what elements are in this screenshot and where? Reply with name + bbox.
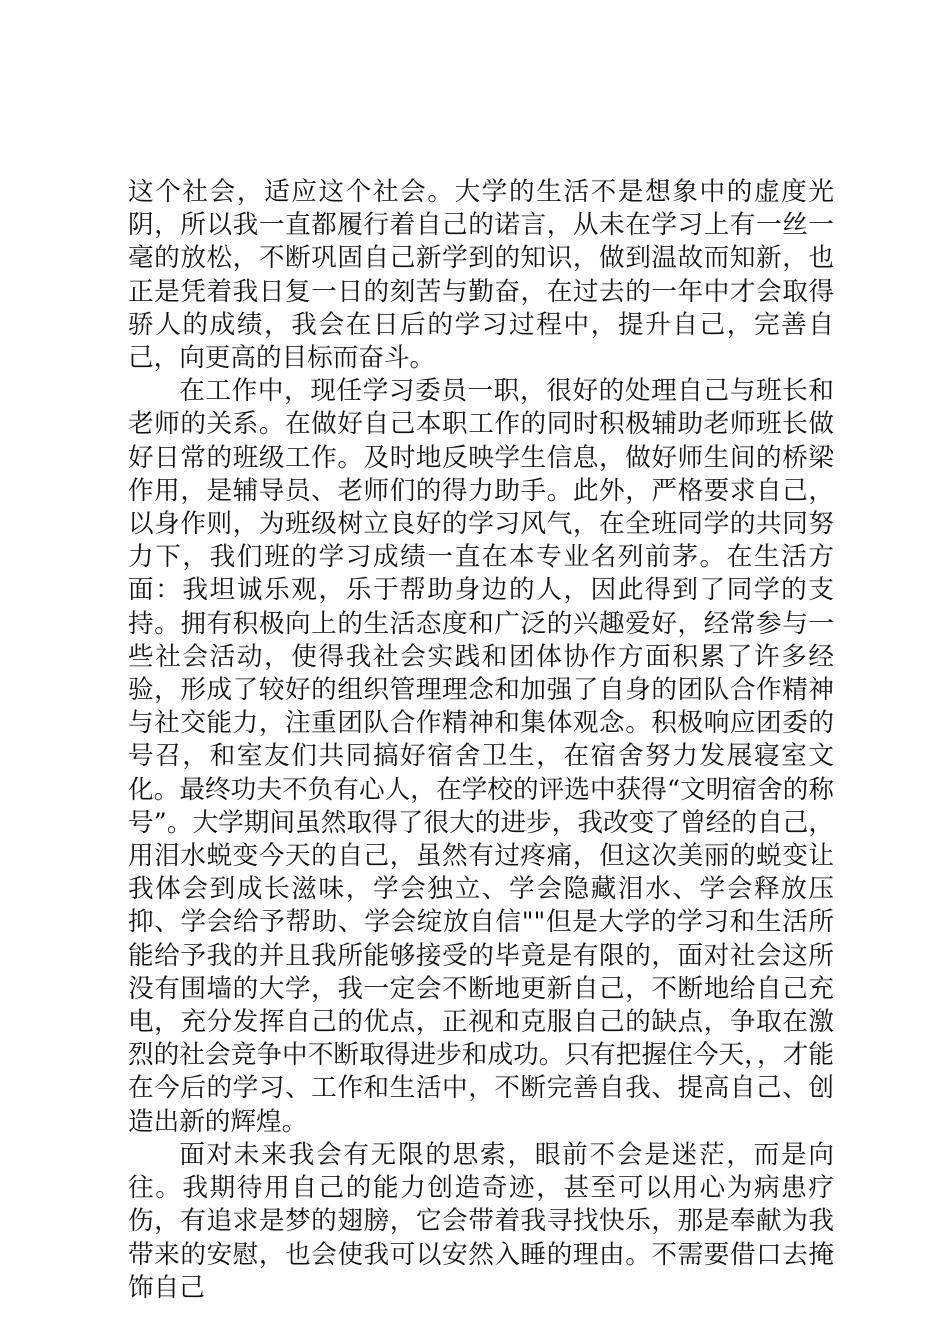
paragraph-1: 这个社会，适应这个社会。大学的生活不是想象中的虚度光阴，所以我一直都履行着自己的诺言，从未在学习上有一丝一毫的放松，不断巩固自己新学到的知识，做到温故而知新，也正是凭着我日复一日的刻苦与勤奋，在过去的一年中才会取得骄人的成绩，我会在日后的学习过程中，提升自己，完善自己，向更高的目标而奋斗。 [128, 177, 834, 374]
paragraph-3: 面对未来我会有无限的思索，眼前不会是迷茫，而是向往。我期待用自己的能力创造奇迹，甚至可以用心为病患疗伤，有追求是梦的翅膀，它会带着我寻找快乐，那是奉献为我带来的安慰，也会使我可以安然入睡的理由。不需要借口去掩饰自己 [128, 1139, 834, 1303]
document-page [128, 176, 834, 1305]
paragraph-2: 在工作中，现任学习委员一职，很好的处理自己与班长和老师的关系。在做好自己本职工作的同时积极辅助老师班长做好日常的班级工作。及时地反映学生信息，做好师生间的桥梁作用，是辅导员、老师们的得力助手。此外，严格要求自己，以身作则，为班级树立良好的学习风气，在全班同学的共同努力下，我们班的学习成绩一直在本专业名列前茅。在生活方面：我坦诚乐观，乐于帮助身边的人，因此得到了同学的支持。拥有积极向上的生活态度和广泛的兴趣爱好，经常参与一些社会活动，使得我社会实践和团体协作方面积累了许多经验，形成了较好的组织管理理念和加强了自身的团队合作精神与社交能力，注重团队合作精神和集体观念。积极响应团委的号召，和室友们共同搞好宿舍卫生，在宿舍努力发展寝室文化。最终功夫不负有心人，在学校的评选中获得“文明宿舍的称号”。大学期间虽然取得了很大的进步，我改变了曾经的自己，用泪水蜕变今天的自己，虽然有过疼痛，但这次美丽的蜕变让我体会到成长滋味，学会独立、学会隐藏泪水、学会释放压抑、学会给予帮助、学会绽放自信""但是大学的学习和生活所能给予我的并且我所能够接受的毕竟是有限的，面对社会这所没有围墙的大学，我一定会不断地更新自己，不断地给自己充电，充分发挥自己的优点，正视和克服自己的缺点，争取在激烈的社会竞争中不断取得进步和成功。只有把握住今天，，才能在今后的学习、工作和生活中，不断完善自我、提高自己、创造出新的辉煌。 [128, 376, 834, 1137]
